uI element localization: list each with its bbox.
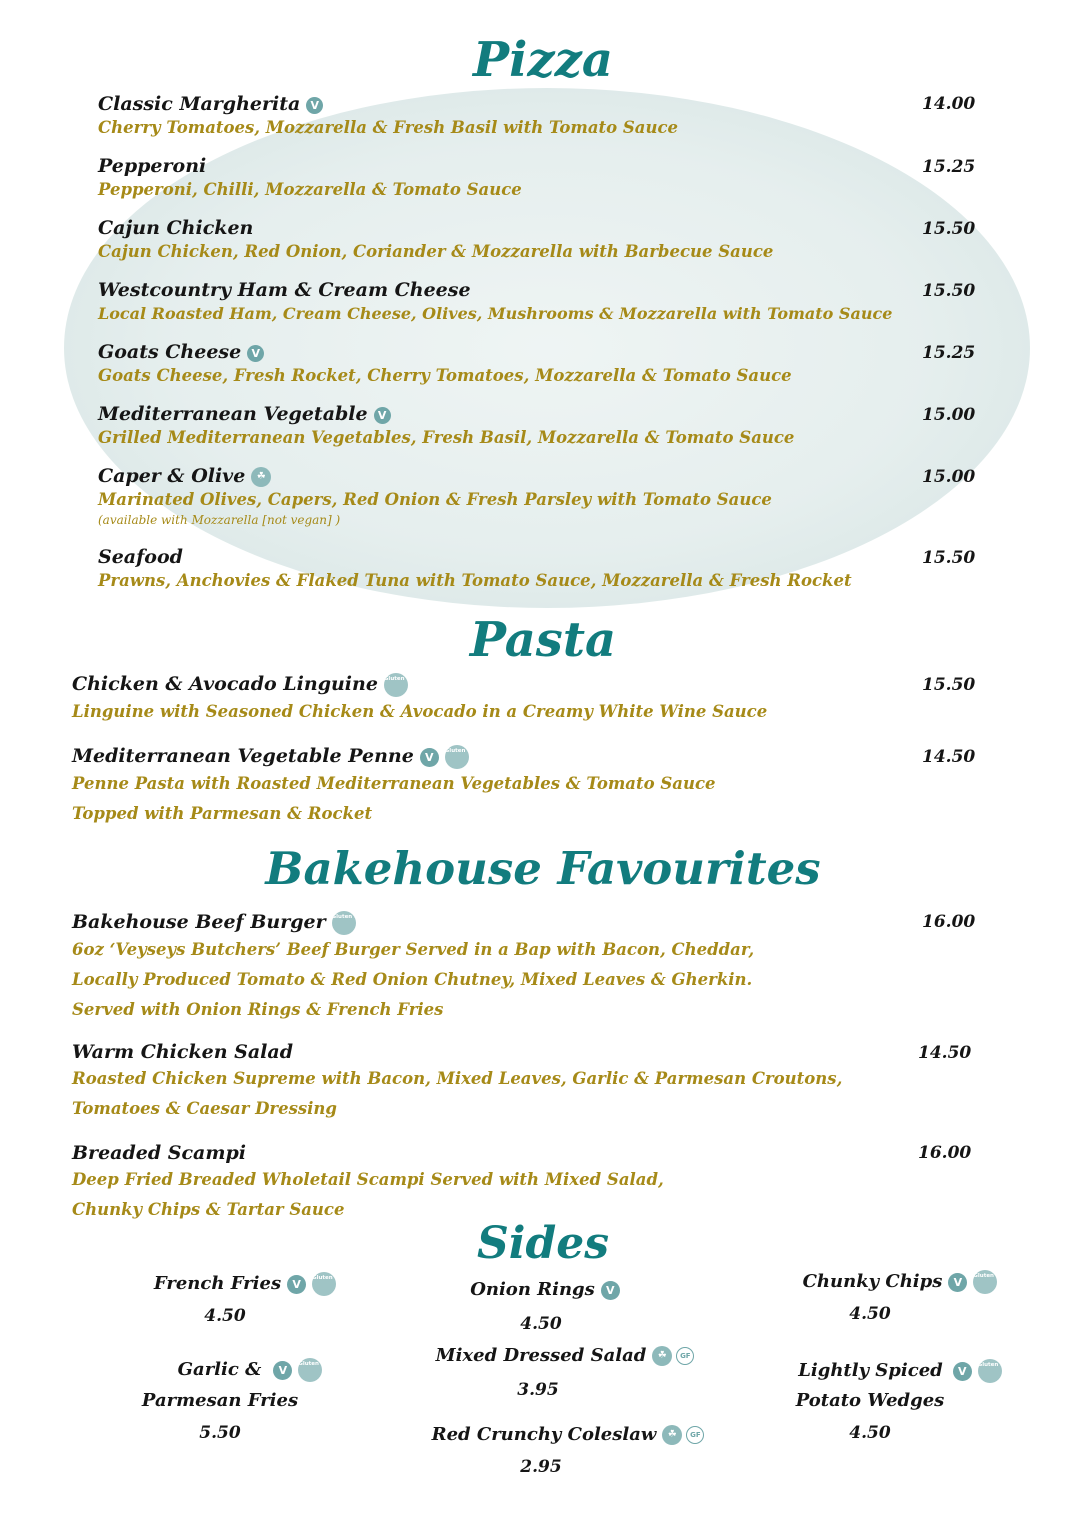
item-name: Seafood	[98, 546, 183, 568]
vegetarian-icon: V	[420, 748, 439, 767]
menu-item	[98, 340, 792, 388]
gf-icon: GF	[686, 1426, 704, 1444]
item-description: Pepperoni, Chilli, Mozzarella & Tomato Sauce	[98, 180, 522, 199]
side-item	[140, 1358, 367, 1382]
item-description: Prawns, Anchovies & Flaked Tuna with Tomato Sauce, Mozzarella & Fresh Rocket	[98, 571, 852, 590]
item-name: Mediterranean Vegetable	[98, 403, 368, 425]
item-description: Marinated Olives, Capers, Red Onion & Fresh Parsley with Tomato Sauce	[98, 490, 772, 509]
item-name: Goats Cheese	[98, 341, 242, 363]
side-name: Potato Wedges	[795, 1390, 945, 1411]
gluten-free-icon: Gluten FREE Available	[312, 1272, 336, 1296]
vegan-icon: ☘	[662, 1425, 682, 1445]
side-name: Onion Rings	[470, 1279, 595, 1300]
bakehouse-section-title: Bakehouse Favourites	[265, 842, 821, 895]
gf-icon: GF	[676, 1347, 694, 1365]
side-price-wrap	[463, 1380, 613, 1400]
item-description: Topped with Parmesan & Rocket	[72, 804, 373, 823]
side-item	[780, 1359, 1047, 1383]
side-price: 4.50	[204, 1306, 246, 1326]
side-price: 5.50	[199, 1423, 241, 1443]
item-name: Warm Chicken Salad	[72, 1041, 293, 1063]
gluten-free-icon: Gluten FREE Available	[332, 911, 356, 935]
side-price: 3.95	[517, 1380, 559, 1400]
menu-item	[72, 1141, 664, 1225]
item-description: Cherry Tomatoes, Mozzarella & Fresh Basil with Tomato Sauce	[98, 118, 679, 137]
side-name: Parmesan Fries	[141, 1390, 299, 1411]
side-item	[420, 1279, 670, 1300]
item-price: 16.00	[922, 912, 976, 932]
side-price: 4.50	[849, 1423, 891, 1443]
gluten-free-icon: Gluten FREE Available	[978, 1359, 1002, 1383]
item-name: Breaded Scampi	[72, 1142, 246, 1164]
side-price: 2.95	[520, 1457, 562, 1477]
item-description: Locally Produced Tomato & Red Onion Chutney, Mixed Leaves & Gherkin.	[72, 970, 753, 989]
item-price: 16.00	[918, 1143, 972, 1163]
item-description: Local Roasted Ham, Cream Cheese, Olives, Mushrooms & Mozzarella with Tomato Sauce	[98, 304, 893, 323]
item-price: 14.50	[918, 1043, 972, 1063]
item-description: Penne Pasta with Roasted Mediterranean Vegetables & Tomato Sauce	[72, 774, 716, 793]
item-description: 6oz ‘Veyseys Butchers’ Beef Burger Served in a Bap with Bacon, Cheddar,	[72, 940, 755, 959]
item-description: Deep Fried Breaded Wholetail Scampi Served with Mixed Salad,	[72, 1170, 664, 1189]
side-price-wrap	[795, 1304, 945, 1324]
item-description: Served with Onion Rings & French Fries	[72, 1000, 444, 1019]
gluten-free-icon: Gluten FREE Available	[445, 745, 469, 769]
item-price: 14.50	[922, 747, 976, 767]
item-description: Linguine with Seasoned Chicken & Avocado in a Creamy White Wine Sauce	[72, 702, 768, 721]
gluten-free-icon: Gluten FREE Available	[973, 1270, 997, 1294]
gluten-free-icon: Gluten FREE Available	[298, 1358, 322, 1382]
vegetarian-icon: V	[273, 1361, 292, 1380]
item-name: Pepperoni	[98, 155, 207, 177]
item-description: Goats Cheese, Fresh Rocket, Cherry Tomatoes, Mozzarella & Tomato Sauce	[98, 366, 792, 385]
side-price: 4.50	[520, 1314, 562, 1334]
menu-item	[98, 464, 772, 528]
item-price: 15.00	[922, 405, 976, 425]
vegetarian-icon: V	[953, 1362, 972, 1381]
vegetarian-icon: V	[306, 97, 323, 114]
pizza-section-title: Pizza	[473, 32, 613, 88]
pasta-section-title: Pasta	[469, 612, 617, 668]
item-name: Mediterranean Vegetable Penne	[72, 745, 414, 767]
side-price-wrap	[150, 1306, 300, 1326]
menu-item	[98, 545, 852, 593]
side-price-wrap	[466, 1457, 616, 1477]
vegan-icon: ☘	[251, 467, 271, 487]
menu-item	[98, 402, 794, 450]
menu-item	[98, 92, 678, 140]
item-description: Chunky Chips & Tartar Sauce	[72, 1200, 345, 1219]
side-item	[120, 1272, 381, 1296]
vegetarian-icon: V	[601, 1281, 620, 1300]
vegan-icon: ☘	[652, 1346, 672, 1366]
side-price: 4.50	[849, 1304, 891, 1324]
side-name: Red Crunchy Coleslaw	[431, 1424, 657, 1445]
side-price-wrap	[145, 1423, 295, 1443]
item-price: 15.25	[922, 157, 976, 177]
side-name: Chunky Chips	[802, 1271, 943, 1292]
item-price: 15.50	[922, 281, 976, 301]
item-description: Tomatoes & Caesar Dressing	[72, 1099, 337, 1118]
vegetarian-icon: V	[374, 407, 391, 424]
item-price: 15.50	[922, 675, 976, 695]
item-price: 15.00	[922, 467, 976, 487]
item-name: Cajun Chicken	[98, 217, 254, 239]
side-item	[418, 1424, 718, 1445]
item-name: Caper & Olive	[98, 465, 246, 487]
menu-item	[72, 672, 767, 727]
vegetarian-icon: V	[247, 345, 264, 362]
item-name: Chicken & Avocado Linguine	[72, 673, 378, 695]
side-name: Mixed Dressed Salad	[435, 1345, 647, 1366]
side-item-line2	[770, 1390, 970, 1411]
sides-section-title: Sides	[476, 1218, 610, 1269]
side-price-wrap	[795, 1423, 945, 1443]
side-name: Garlic &	[177, 1359, 262, 1380]
menu-item	[98, 278, 892, 326]
menu-item	[72, 1040, 842, 1124]
item-price: 15.50	[922, 219, 976, 239]
side-price-wrap	[466, 1314, 616, 1334]
menu-item	[72, 910, 754, 1025]
gluten-free-icon: Gluten FREE Available	[384, 673, 408, 697]
item-name: Classic Margherita	[98, 93, 301, 115]
item-description: Roasted Chicken Supreme with Bacon, Mixed Leaves, Garlic & Parmesan Croutons,	[72, 1069, 843, 1088]
side-name: Lightly Spiced	[798, 1360, 943, 1381]
vegetarian-icon: V	[287, 1275, 306, 1294]
menu-item	[98, 216, 773, 264]
side-item	[420, 1345, 710, 1366]
side-item	[775, 1270, 1042, 1294]
menu-item	[72, 744, 716, 829]
side-name: French Fries	[153, 1273, 282, 1294]
item-note: (available with Mozzarella [not vegan] )	[98, 513, 341, 527]
item-name: Westcountry Ham & Cream Cheese	[98, 279, 471, 301]
item-price: 14.00	[922, 94, 976, 114]
item-description: Grilled Mediterranean Vegetables, Fresh Basil, Mozzarella & Tomato Sauce	[98, 428, 795, 447]
side-item-line2	[120, 1390, 320, 1411]
item-description: Cajun Chicken, Red Onion, Coriander & Mozzarella with Barbecue Sauce	[98, 242, 774, 261]
item-price: 15.25	[922, 343, 976, 363]
item-name: Bakehouse Beef Burger	[72, 911, 326, 933]
item-price: 15.50	[922, 548, 976, 568]
menu-item	[98, 154, 522, 202]
vegetarian-icon: V	[948, 1273, 967, 1292]
